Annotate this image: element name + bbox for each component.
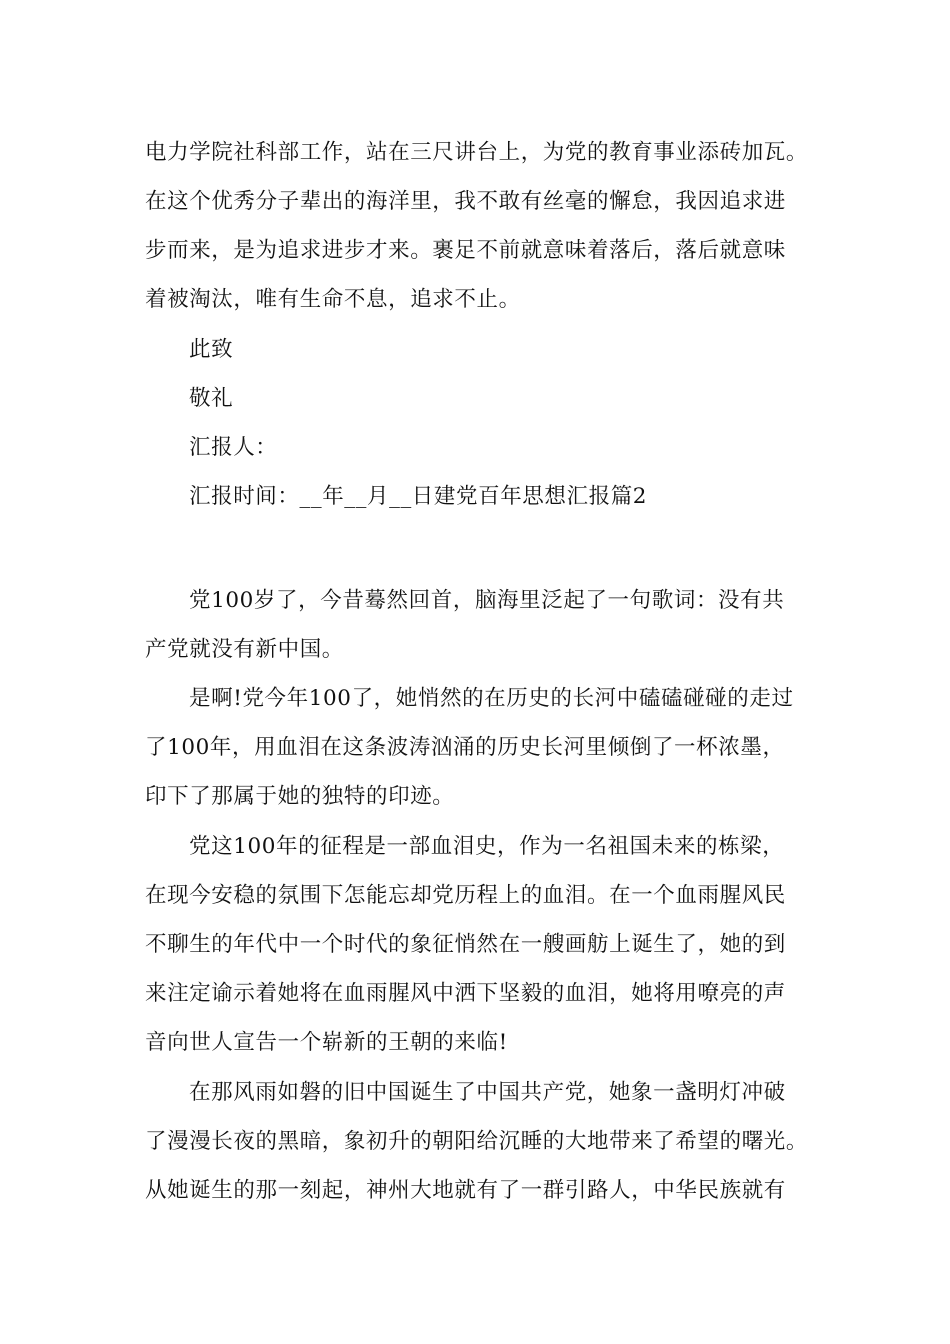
text-line: 着被淘汰，唯有生命不息，追求不止。 [145, 287, 521, 312]
text-line: 音向世人宣告一个崭新的王朝的来临! [145, 1030, 508, 1055]
paragraph-4 [145, 822, 825, 1067]
text-line: 在那风雨如磐的旧中国诞生了中国共产党，她象一盏明灯冲破 [189, 1080, 786, 1105]
reporter-label: 汇报人： [189, 435, 278, 460]
text-line: 来注定谕示着她将在血雨腥风中洒下坚毅的血泪，她将用嘹亮的声 [145, 981, 786, 1006]
paragraph-3 [145, 674, 825, 821]
paragraph-5 [145, 1068, 825, 1215]
text-line: 在现今安稳的氛围下怎能忘却党历程上的血泪。在一个血雨腥风民 [145, 883, 786, 908]
text-line: 了漫漫长夜的黑暗，象初升的朝阳给沉睡的大地带来了希望的曙光。 [145, 1129, 809, 1154]
text-line: 印下了那属于她的独特的印迹。 [145, 784, 455, 809]
text-line: 党100岁了，今昔蓦然回首，脑海里泛起了一句歌词：没有共 [189, 588, 785, 613]
closing-block [145, 325, 825, 521]
report-time: 汇报时间：__年__月__日建党百年思想汇报篇2 [189, 484, 648, 509]
text-line: 是啊!党今年100了，她悄然的在历史的长河中磕磕碰碰的走过 [189, 686, 794, 711]
text-line: 党这100年的征程是一部血泪史，作为一名祖国未来的栋梁， [189, 834, 785, 859]
text-line: 在这个优秀分子辈出的海洋里，我不敢有丝毫的懈怠，我因追求进 [145, 189, 786, 214]
regards: 敬礼 [189, 386, 234, 411]
text-line: 从她诞生的那一刻起，神州大地就有了一群引路人，中华民族就有 [145, 1178, 786, 1203]
paragraph-continuation [145, 128, 825, 324]
text-line: 电力学院社科部工作，站在三尺讲台上，为党的教育事业添砖加瓦。 [145, 140, 809, 165]
text-line: 了100年，用血泪在这条波涛汹涌的历史长河里倾倒了一杯浓墨， [145, 735, 785, 760]
paragraph-2 [145, 576, 825, 674]
salutation: 此致 [189, 337, 234, 362]
text-line: 不聊生的年代中一个时代的象征悄然在一艘画舫上诞生了，她的到 [145, 932, 786, 957]
text-line: 步而来，是为追求进步才来。裹足不前就意味着落后，落后就意味 [145, 238, 786, 263]
text-line: 产党就没有新中国。 [145, 637, 344, 662]
